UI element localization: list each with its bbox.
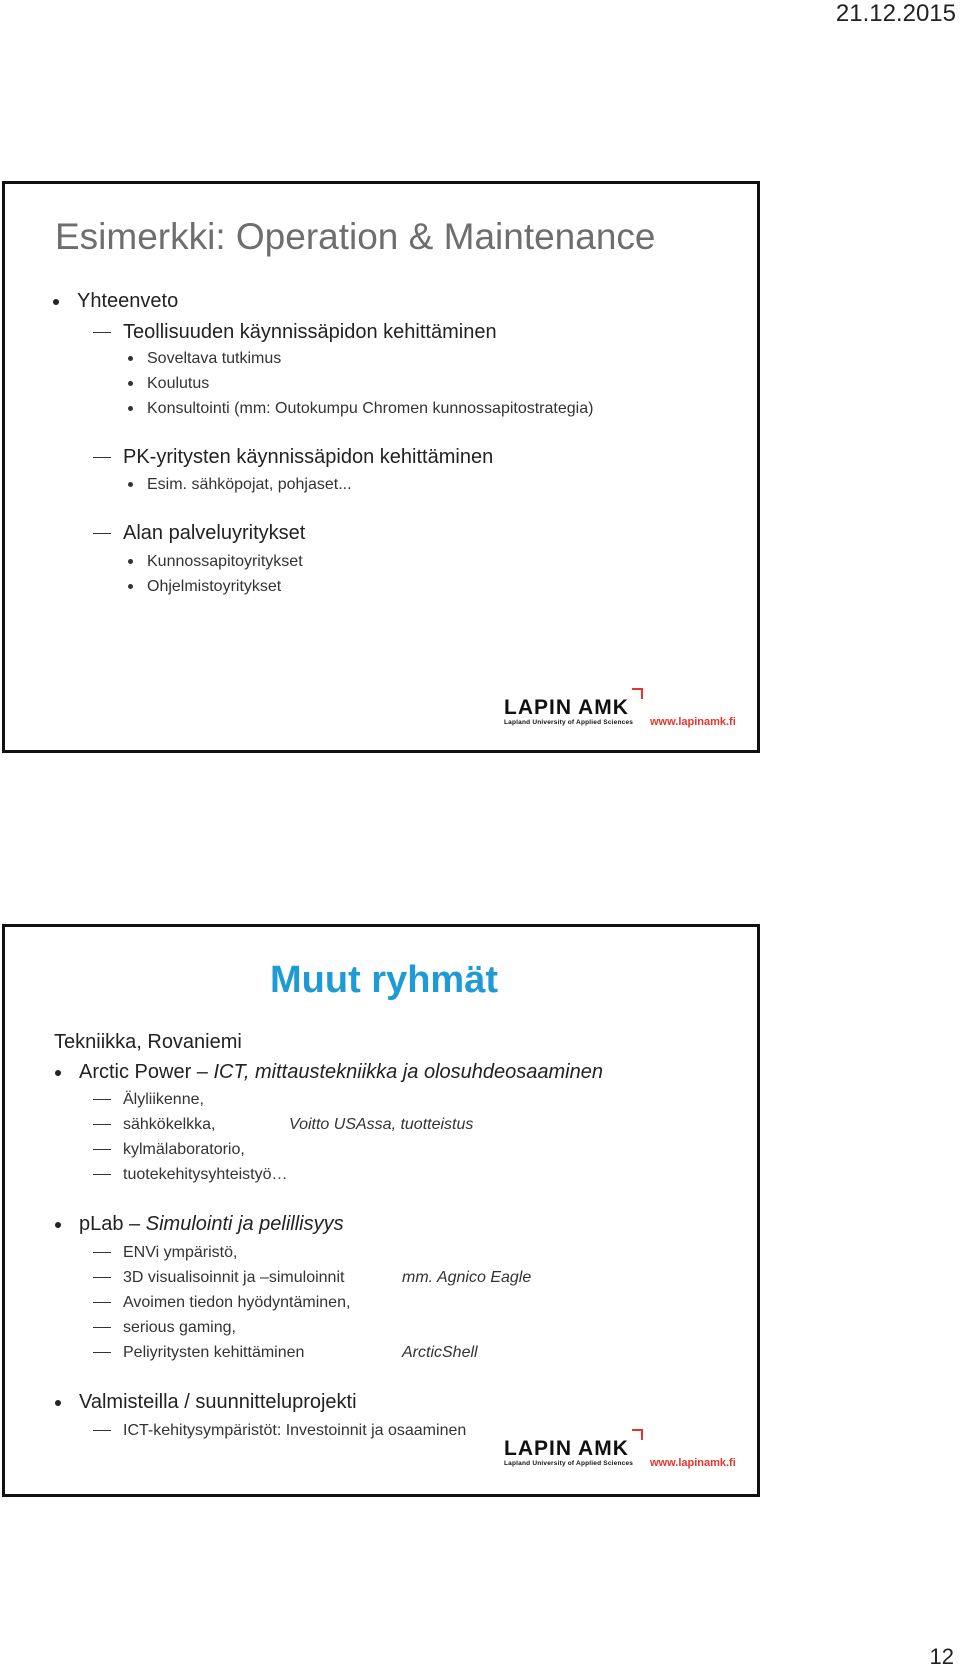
dash-icon xyxy=(93,1149,111,1150)
dash-icon xyxy=(93,1302,111,1303)
slide-muut-ryhmat xyxy=(2,924,760,1497)
list-item xyxy=(128,375,209,393)
dash-icon xyxy=(93,332,111,333)
dash-icon xyxy=(93,457,111,458)
bullet-label: Valmisteilla / suunnitteluprojekti xyxy=(79,1391,357,1413)
list-item xyxy=(93,1166,288,1184)
list-item-text: kylmälaboratorio, xyxy=(123,1141,245,1158)
subgroup-text: Teollisuuden käynnissäpidon kehittäminen xyxy=(123,321,497,343)
list-item xyxy=(93,1141,245,1159)
lapin-amk-logo xyxy=(504,1437,633,1467)
document-date: 21.12.2015 xyxy=(835,0,956,27)
bullet-icon xyxy=(55,1222,61,1228)
logo-corner-mark xyxy=(632,1429,643,1440)
list-item xyxy=(128,476,352,494)
list-item-text: Soveltava tutkimus xyxy=(147,350,282,367)
list-item xyxy=(93,1269,344,1287)
list-item-text: Kunnossapitoyritykset xyxy=(147,553,303,570)
list-item-text: ICT-kehitysympäristöt: Investoinnit ja osaaminen xyxy=(123,1422,467,1439)
slide-title xyxy=(5,959,763,1002)
dash-icon xyxy=(93,1327,111,1328)
list-item-text: tuotekehitysyhteistyö… xyxy=(123,1166,288,1183)
dash-icon xyxy=(93,1124,111,1125)
bullet-icon xyxy=(128,356,133,361)
website-link[interactable]: www.lapinamk.fi xyxy=(650,1457,736,1469)
logo-wordmark: LAPIN AMK xyxy=(504,1437,629,1460)
bullet-icon xyxy=(128,381,133,386)
list-item-text: Konsultointi (mm: Outokumpu Chromen kunnossapitostrategia) xyxy=(147,400,594,417)
subgroup-text: Alan palveluyritykset xyxy=(123,522,306,544)
subgroup-text: PK-yritysten käynnissäpidon kehittäminen xyxy=(123,446,494,468)
list-item xyxy=(93,1319,236,1337)
bullet-label: pLab xyxy=(79,1213,124,1235)
logo-wordmark: LAPIN AMK xyxy=(504,696,629,719)
list-item-text: Peliyritysten kehittäminen xyxy=(123,1344,305,1361)
list-item xyxy=(128,578,281,596)
bullet-description: Simulointi ja pelillisyys xyxy=(145,1213,344,1235)
bullet-label: Arctic Power xyxy=(79,1061,192,1083)
bullet-arctic-power xyxy=(55,1061,603,1084)
intro-text: Tekniikka, Rovaniemi xyxy=(54,1031,242,1053)
website-link[interactable]: www.lapinamk.fi xyxy=(650,716,736,728)
list-item-text: serious gaming, xyxy=(123,1319,236,1336)
note-text: Voitto USAssa, tuotteistus xyxy=(289,1116,474,1133)
dash-icon xyxy=(93,533,111,534)
bullet-text: Yhteenveto xyxy=(77,290,179,312)
list-item-text: ENVi ympäristö, xyxy=(123,1244,238,1261)
dash-icon xyxy=(93,1430,111,1431)
list-item xyxy=(93,1294,350,1312)
list-item xyxy=(128,350,281,368)
bullet-icon xyxy=(128,482,133,487)
subgroup-heading-2 xyxy=(93,446,493,469)
logo-corner-mark xyxy=(632,688,643,699)
page-number: 12 xyxy=(929,1644,954,1669)
list-item-text: Koulutus xyxy=(147,375,210,392)
dash-icon xyxy=(93,1252,111,1253)
list-item-text: Avoimen tiedon hyödyntäminen, xyxy=(123,1294,351,1311)
dash-icon xyxy=(93,1174,111,1175)
subgroup-heading-3 xyxy=(93,522,305,545)
list-item xyxy=(93,1244,237,1262)
separator: – xyxy=(123,1213,146,1235)
list-item xyxy=(128,553,303,571)
list-item xyxy=(93,1116,216,1134)
list-item-text: Esim. sähköpojat, pohjaset... xyxy=(147,476,352,493)
bullet-icon xyxy=(55,1070,61,1076)
list-item xyxy=(93,1091,204,1109)
bullet-yhteenveto xyxy=(53,290,178,313)
bullet-valmisteilla xyxy=(55,1391,357,1414)
dash-icon xyxy=(93,1099,111,1100)
logo-subtitle: Lapland University of Applied Sciences xyxy=(504,1460,634,1467)
bullet-icon xyxy=(128,406,133,411)
list-item xyxy=(93,1422,466,1440)
separator: – xyxy=(191,1061,214,1083)
list-item-text: Älyliikenne, xyxy=(123,1091,204,1108)
list-item-text: Ohjelmistoyritykset xyxy=(147,578,282,595)
slide-title: Esimerkki: Operation & Maintenance xyxy=(55,216,656,257)
list-item xyxy=(128,400,593,418)
list-item-text: sähkökelkka, xyxy=(123,1116,216,1133)
list-item xyxy=(93,1344,304,1362)
bullet-plab xyxy=(55,1213,344,1236)
bullet-icon xyxy=(128,559,133,564)
logo-subtitle: Lapland University of Applied Sciences xyxy=(504,719,634,726)
slide-operation-maintenance xyxy=(2,181,760,753)
bullet-icon xyxy=(55,1400,61,1406)
list-item-text: 3D visualisoinnit ja –simuloinnit xyxy=(123,1269,345,1286)
note-text: ArcticShell xyxy=(402,1344,478,1361)
note-text: mm. Agnico Eagle xyxy=(402,1269,532,1286)
dash-icon xyxy=(93,1277,111,1278)
dash-icon xyxy=(93,1352,111,1353)
bullet-description: ICT, mittaustekniikka ja olosuhdeosaaminen xyxy=(213,1061,603,1083)
bullet-icon xyxy=(128,584,133,589)
lapin-amk-logo xyxy=(504,696,633,726)
subgroup-heading-1 xyxy=(93,321,497,344)
slide-title-text: Muut ryhmät xyxy=(270,959,498,1001)
bullet-icon xyxy=(53,299,59,305)
